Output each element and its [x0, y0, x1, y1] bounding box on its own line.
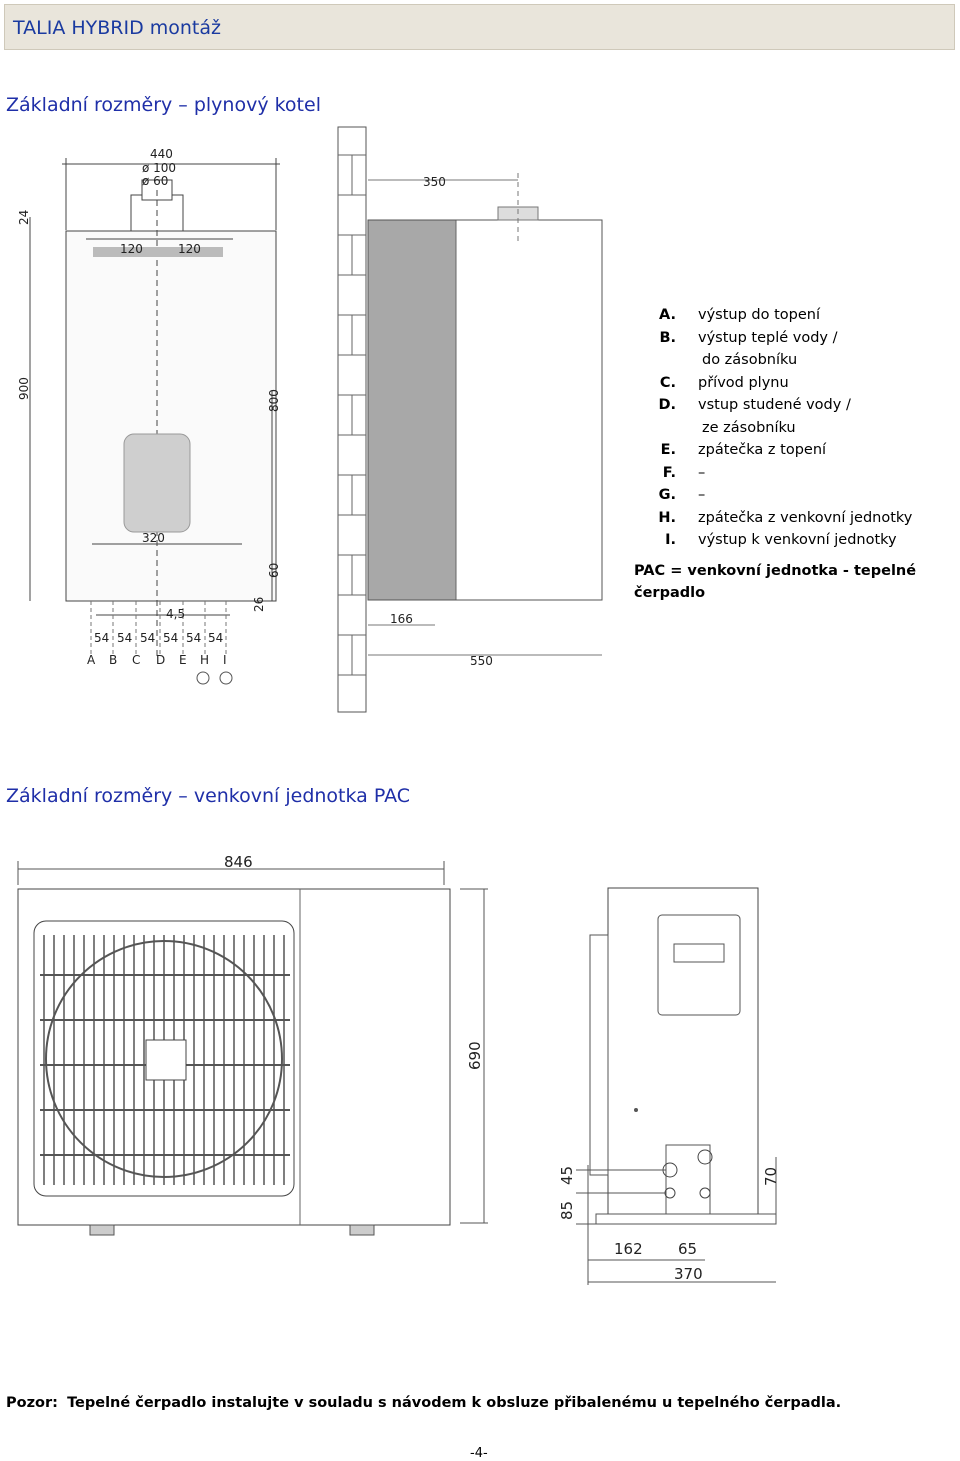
pac-note: PAC = venkovní jednotka - tepelné čerpadlo	[634, 563, 917, 601]
legend-text: ze zásobníku	[702, 419, 796, 436]
legend-item	[632, 304, 952, 327]
dim-4-5: 4,5	[166, 607, 186, 621]
legend-key: H.	[658, 509, 676, 526]
pac-front-drawing	[10, 845, 500, 1265]
dim-550: 550	[470, 654, 493, 668]
legend-item	[632, 484, 952, 507]
legend-text: –	[698, 464, 706, 481]
legend-item	[632, 529, 952, 552]
boiler-front-drawing	[10, 140, 300, 700]
warning-note	[6, 1395, 841, 1411]
dim-54-2: 54	[117, 631, 133, 645]
legend-key: A.	[659, 307, 676, 323]
dim-800: 800	[267, 389, 281, 412]
dim-85: 85	[558, 1200, 576, 1220]
dim-690: 690	[466, 1041, 484, 1070]
legend-text: výstup teplé vody /	[698, 329, 838, 346]
dim-120-left: 120	[120, 242, 143, 256]
dim-flue-inner: ø 60	[142, 174, 169, 188]
legend-text: –	[698, 487, 706, 503]
legend-text: výstup k venkovní jednotky	[698, 532, 897, 548]
dim-60: 60	[267, 562, 281, 578]
legend-item	[632, 462, 952, 485]
warning-text: Tepelné čerpadlo instalujte v souladu s návodem k obsluze přibalenému u tepelného čerpadla.	[67, 1395, 842, 1411]
connection-legend	[632, 304, 952, 552]
legend-item	[632, 439, 952, 462]
legend-item	[632, 372, 952, 395]
legend-text: přívod plynu	[698, 374, 789, 391]
conn-label-h: H	[200, 653, 210, 667]
legend-key: I.	[665, 532, 676, 548]
dim-900: 900	[17, 377, 31, 400]
dim-54-5: 54	[186, 631, 202, 645]
legend-key: E.	[660, 442, 676, 458]
dim-45: 45	[558, 1165, 576, 1185]
conn-label-b: B	[109, 653, 118, 667]
conn-label-i: I	[223, 653, 227, 667]
dim-440: 440	[150, 147, 173, 161]
dim-flue-outer: ø 100	[142, 161, 177, 175]
legend-item	[632, 507, 952, 530]
legend-key: G.	[658, 487, 676, 503]
legend-text: zpátečka z venkovní jednotky	[698, 509, 913, 526]
dim-24: 24	[17, 209, 31, 225]
dim-65: 65	[678, 1240, 698, 1258]
legend-text: zpátečka z topení	[698, 442, 827, 458]
legend-key: C.	[659, 374, 676, 391]
dim-846: 846	[224, 853, 253, 871]
legend-item	[632, 349, 952, 372]
legend-text: výstup do topení	[698, 307, 820, 323]
dim-162: 162	[614, 1240, 643, 1258]
dim-26: 26	[252, 596, 266, 612]
conn-label-d: D	[156, 653, 166, 667]
dim-54-6: 54	[208, 631, 224, 645]
dim-120-right: 120	[178, 242, 201, 256]
legend-text: do zásobníku	[702, 352, 798, 368]
legend-item	[632, 327, 952, 350]
dim-166: 166	[390, 612, 413, 626]
legend-key: D.	[658, 397, 676, 413]
dim-370: 370	[674, 1265, 703, 1283]
pac-side-drawing	[548, 880, 788, 1290]
legend-item	[632, 394, 952, 417]
warning-label: Pozor:	[6, 1395, 58, 1411]
dim-70: 70	[762, 1166, 780, 1186]
dim-350: 350	[423, 175, 446, 189]
dim-54-1: 54	[94, 631, 110, 645]
page-number: -4-	[470, 1446, 488, 1461]
pac-section-title: Základní rozměry – venkovní jednotka PAC	[6, 785, 411, 807]
dim-54-3: 54	[140, 631, 156, 645]
legend-item	[632, 417, 952, 440]
conn-label-a: A	[87, 653, 96, 667]
page-header	[4, 4, 955, 50]
boiler-side-drawing	[330, 125, 620, 715]
legend-key: B.	[659, 329, 676, 346]
page-header-title: TALIA HYBRID montáž	[13, 17, 221, 39]
conn-label-c: C	[132, 653, 141, 667]
dim-54-4: 54	[163, 631, 179, 645]
dim-320: 320	[142, 531, 165, 545]
conn-label-e: E	[179, 653, 187, 667]
legend-text: vstup studené vody /	[698, 397, 851, 413]
legend-key: F.	[662, 464, 676, 481]
boiler-section-title: Základní rozměry – plynový kotel	[6, 94, 321, 116]
